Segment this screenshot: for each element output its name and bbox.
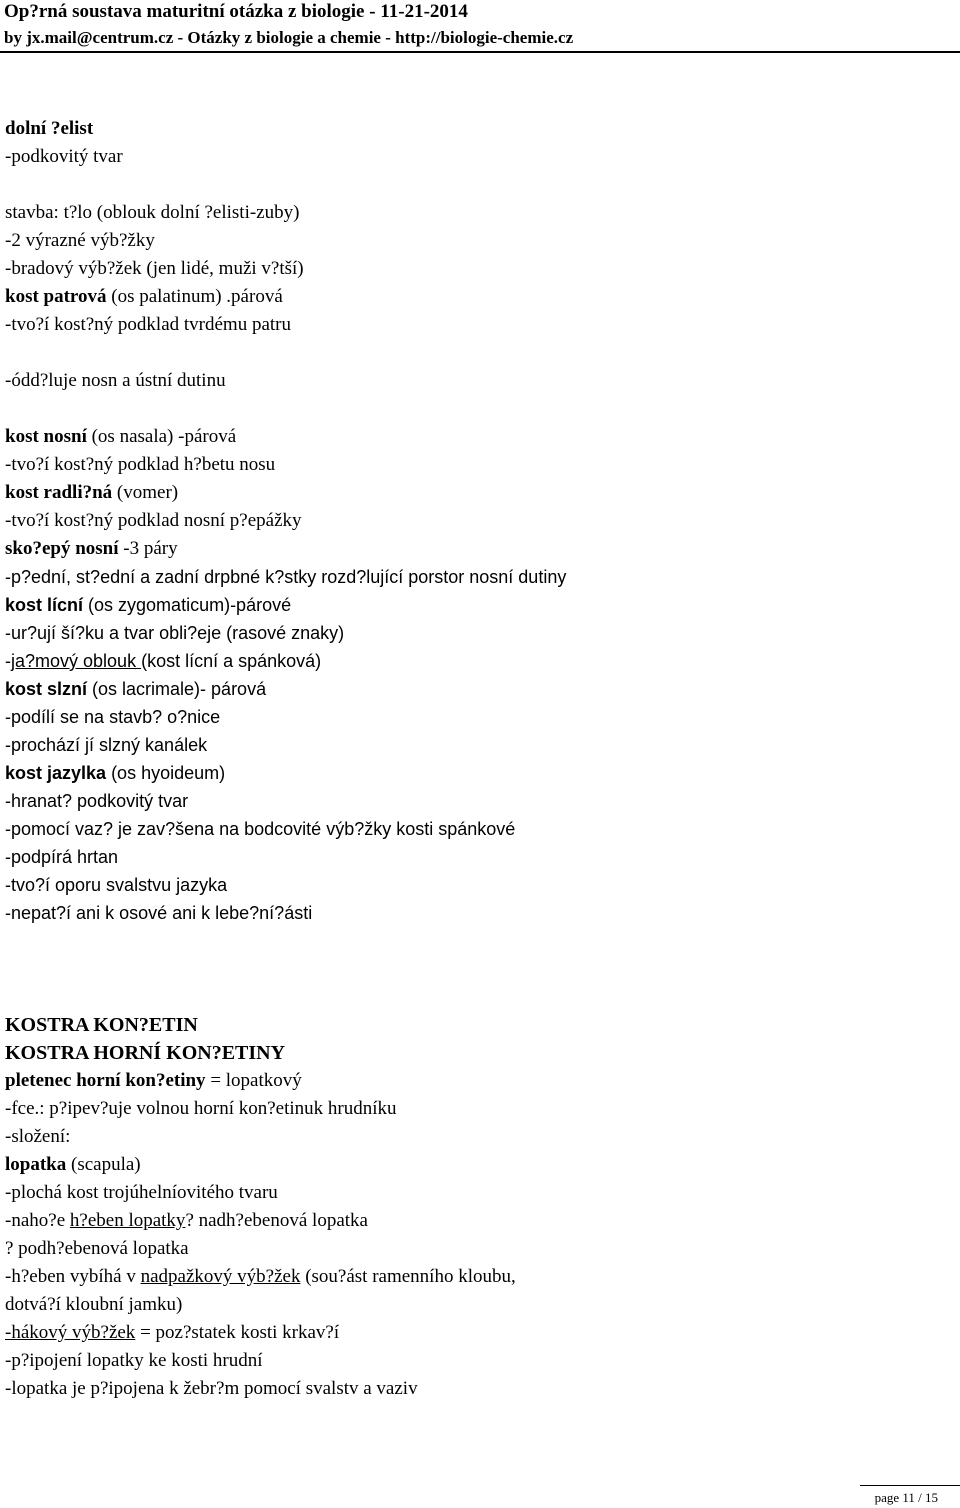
text-line: [5, 761, 225, 785]
text-line: -fce.: p?ipev?uje volnou horní kon?etinuk hrudníku: [5, 1098, 397, 1119]
text-line: [5, 537, 178, 561]
text-line: -ur?ují ší?ku a tvar obli?eje (rasové znaky): [5, 623, 345, 643]
term: kost nosní: [5, 426, 87, 447]
section-heading: KOSTRA KON?ETIN: [5, 1014, 198, 1036]
text-line: [5, 425, 236, 449]
text: (os palatinum) .párová: [106, 286, 283, 307]
text-line: -plochá kost trojúhelníovitého tvaru: [5, 1182, 278, 1203]
text-line: [5, 481, 178, 505]
term: kost slzní: [5, 679, 88, 699]
text-line: [5, 1265, 516, 1289]
text-line: -složení:: [5, 1126, 71, 1147]
text-line: -ódd?luje nosn a ústní dutinu: [5, 370, 226, 391]
underlined-term: ja?mový oblouk: [11, 651, 142, 671]
text-line: -bradový výb?žek (jen lidé, muži v?tší): [5, 258, 304, 279]
header-divider: [0, 51, 960, 53]
term: sko?epý nosní: [5, 538, 119, 559]
page-header: [4, 0, 573, 49]
text: (vomer): [112, 482, 179, 503]
text-line: [5, 1321, 339, 1345]
footer-divider: [860, 1485, 960, 1486]
text-line: [5, 593, 291, 617]
text-line: -2 výrazné výb?žky: [5, 230, 155, 251]
text-line: -podílí se na stavb? o?nice: [5, 707, 221, 727]
text-line: [5, 1153, 141, 1177]
text-line: -podkovitý tvar: [5, 146, 123, 167]
term: kost lícní: [5, 595, 84, 615]
text: -3 páry: [118, 538, 178, 559]
text: (os zygomaticum)-párové: [83, 595, 292, 615]
text: = poz?statek kosti krkav?í: [135, 1322, 340, 1343]
text-line: -tvo?í kost?ný podklad h?betu nosu: [5, 454, 276, 475]
term: kost patrová: [5, 286, 107, 307]
text-line: -tvo?í kost?ný podklad tvrdému patru: [5, 314, 291, 335]
text-line: [5, 1209, 368, 1233]
text-line: -tvo?í kost?ný podklad nosní p?epážky: [5, 510, 302, 531]
text: (scapula): [66, 1154, 141, 1175]
text: -: [5, 651, 11, 671]
text-line: -p?ední, st?ední a zadní drpbné k?stky rozd?lující porstor nosní dutiny: [5, 567, 567, 587]
document-subtitle: by jx.mail@centrum.cz - Otázky z biologie a chemie - http://biologie-chemie.cz: [4, 28, 574, 47]
term: lopatka: [5, 1154, 67, 1175]
text: (os lacrimale)- párová: [87, 679, 267, 699]
text: -h?eben vybíhá v: [5, 1266, 141, 1287]
text: (kost lícní a spánková): [141, 651, 322, 671]
underlined-term: h?eben lopatky: [69, 1210, 186, 1231]
text-line: -prochází jí slzný kanálek: [5, 735, 208, 755]
text-line: [5, 285, 283, 309]
text-line: -p?ipojení lopatky ke kosti hrudní: [5, 1350, 263, 1371]
text: = lopatkový: [205, 1070, 302, 1091]
text-line: dotvá?í kloubní jamku): [5, 1294, 183, 1315]
page-number: page 11 / 15: [874, 1490, 938, 1505]
text-line: -pomocí vaz? je zav?šena na bodcovité výb?žky kosti spánkové: [5, 819, 516, 839]
text-line: ? podh?ebenová lopatka: [5, 1238, 189, 1259]
text-line: [5, 117, 93, 141]
text: (sou?ást ramenního kloubu,: [300, 1266, 516, 1287]
text: -naho?e: [5, 1210, 70, 1231]
term: dolní ?elist: [5, 118, 94, 139]
text-line: -nepat?í ani k osové ani k lebe?ní?ásti: [5, 903, 313, 923]
term: kost radli?ná: [5, 482, 113, 503]
text: ? nadh?ebenová lopatka: [185, 1210, 368, 1231]
text-line: [5, 649, 321, 673]
text-line: -hranat? podkovitý tvar: [5, 791, 189, 811]
text-line: -lopatka je p?ipojena k žebr?m pomocí svalstv a vaziv: [5, 1378, 418, 1399]
document-title: Op?rná soustava maturitní otázka z biologie - 11-21-2014: [4, 1, 468, 22]
text-line: stavba: t?lo (oblouk dolní ?elisti-zuby): [5, 202, 300, 223]
underlined-term: nadpažkový výb?žek: [140, 1266, 301, 1287]
term: pletenec horní kon?etiny: [5, 1070, 206, 1091]
section-heading: KOSTRA HORNÍ KON?ETINY: [5, 1042, 286, 1064]
text-line: -tvo?í oporu svalstvu jazyka: [5, 875, 228, 895]
text-line: [5, 1069, 302, 1093]
text: (os hyoideum): [106, 763, 226, 783]
text: (os nasala) -párová: [86, 426, 237, 447]
text-line: -podpírá hrtan: [5, 847, 119, 867]
text-line: [5, 677, 266, 701]
term: kost jazylka: [5, 763, 107, 783]
underlined-term: -hákový výb?žek: [5, 1322, 136, 1343]
